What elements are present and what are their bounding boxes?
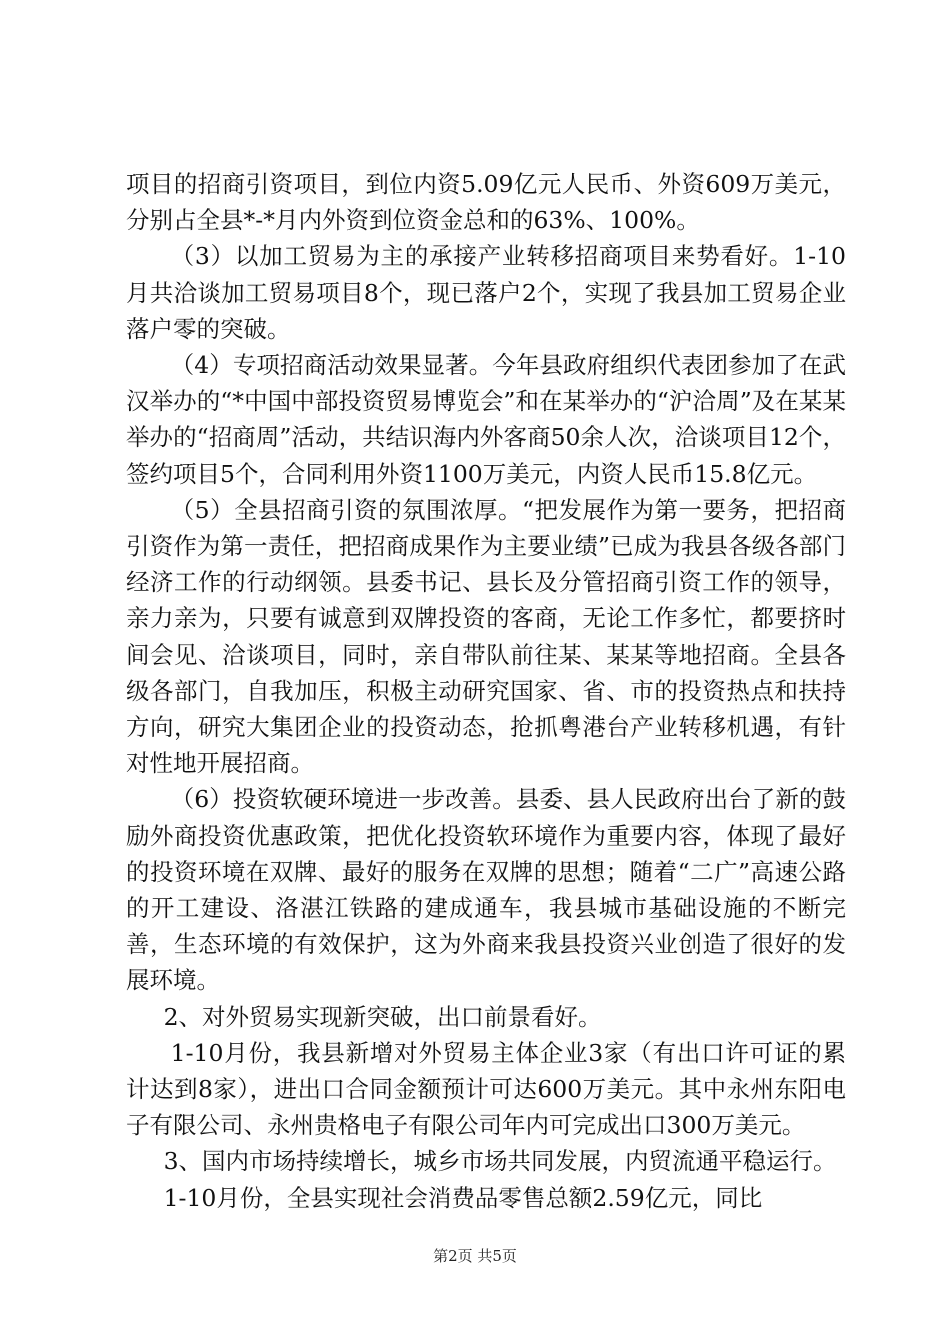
page-number: 第2页 共5页 xyxy=(433,1247,517,1265)
paragraph: （4）专项招商活动效果显著。今年县政府组织代表团参加了在武汉举办的“*中国中部投资贸易博览会”和在某举办的“沪洽周”及在某某举办的“招商周”活动，共结识海内外客商50余人次，洽谈项目12个，签约项目5个，合同利用外资1100万美元，内资人民币15.8亿元。 xyxy=(126,351,846,488)
paragraph: （5）全县招商引资的氛围浓厚。“把发展作为第一要务，把招商引资作为第一责任，把招商成果作为主要业绩”已成为我县各级各部门经济工作的行动纲领。县委书记、县长及分管招商引资工作的领导，亲力亲为，只要有诚意到双牌投资的客商，无论工作多忙，都要挤时间会见、洽谈项目，同时，亲自带队前往某、某某等地招商。全县各级各部门，自我加压，积极主动研究国家、省、市的投资热点和扶持方向，研究大集团企业的投资动态，抢抓粤港台产业转移机遇，有针对性地开展招商。 xyxy=(126,495,846,778)
document-body xyxy=(126,166,846,1216)
paragraph: 1-10月份，我县新增对外贸易主体企业3家（有出口许可证的累计达到8家），进出口合同金额预计可达600万美元。其中永州东阳电子有限公司、永州贵格电子有限公司年内可完成出口300万美元。 xyxy=(126,1038,846,1140)
paragraph: （6）投资软硬环境进一步改善。县委、县人民政府出台了新的鼓励外商投资优惠政策，把优化投资软环境作为重要内容，体现了最好的投资环境在双牌、最好的服务在双牌的思想；随着“二广”高速公路的开工建设、洛湛江铁路的建成通车，我县城市基础设施的不断完善，生态环境的有效保护，这为外商来我县投资兴业创造了很好的发展环境。 xyxy=(126,785,846,995)
paragraph: 2、对外贸易实现新突破，出口前景看好。 xyxy=(163,1002,602,1031)
paragraph: 1-10月份，全县实现社会消费品零售总额2.59亿元，同比 xyxy=(163,1183,763,1212)
paragraph: 项目的招商引资项目，到位内资5.09亿元人民币、外资609万美元，分别占全县*-*月内外资到位资金总和的63%、100%。 xyxy=(126,170,846,235)
paragraph: （3）以加工贸易为主的承接产业转移招商项目来势看好。1-10月共洽谈加工贸易项目8个，现已落户2个，实现了我县加工贸易企业落户零的突破。 xyxy=(126,242,846,343)
paragraph: 3、国内市场持续增长，城乡市场共同发展，内贸流通平稳运行。 xyxy=(163,1147,837,1176)
page-footer xyxy=(0,1245,950,1266)
